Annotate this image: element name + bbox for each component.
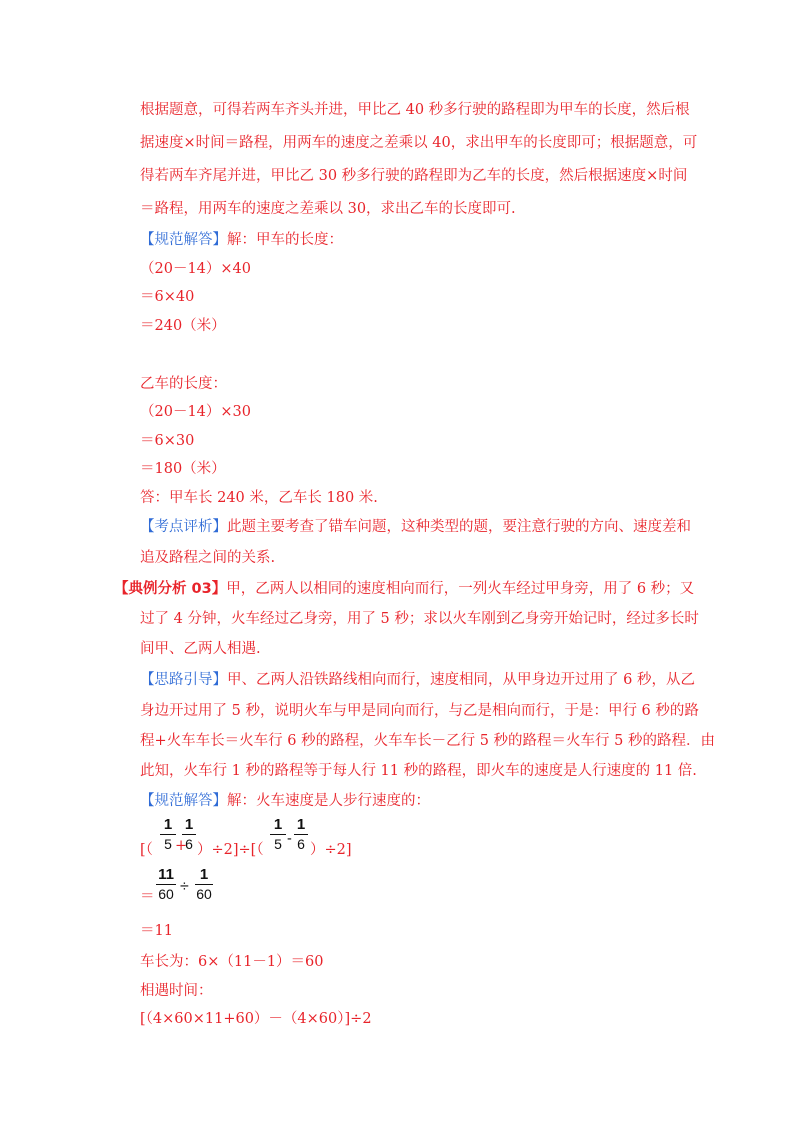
hint-text: 甲、乙两人沿铁路线相向而行，速度相同，从甲身边开过用了 6 秒，从乙 [227, 672, 695, 688]
divide-sign: ÷ [180, 878, 189, 895]
question-text: 甲，乙两人以相同的速度相向而行，一列火车经过甲身旁，用了 6 秒；又 [226, 581, 695, 597]
answer-statement: 答：甲车长 240 米，乙车长 180 米. [140, 490, 378, 506]
minus-sign: - [287, 831, 292, 847]
calc-line: （20－14）×30 [140, 404, 252, 420]
example-title-tag: 【典例分析 03】 [114, 581, 227, 597]
equals-sign: ＝ [140, 889, 155, 905]
fraction: 1 60 [196, 866, 212, 902]
fraction: 1 5 [270, 816, 286, 852]
answer-tag: 【规范解答】 [140, 793, 227, 809]
formula-mid: ）÷2]÷[（ [197, 842, 264, 858]
fraction: 1 6 [294, 816, 308, 852]
answer-intro: 解：甲车的长度： [227, 232, 343, 248]
calc-line: ＝6×30 [140, 433, 195, 449]
question-line: 间甲、乙两人相遇. [140, 641, 261, 657]
review-line-2: 追及路程之间的关系. [140, 550, 276, 566]
paragraph-line: ＝路程，用两车的速度之差乘以 30，求出乙车的长度即可. [140, 201, 516, 217]
hint-tag: 【思路引导】 [140, 672, 227, 688]
fraction: 1 5 [160, 816, 176, 852]
hint-line: 身边开过用了 5 秒，说明火车与甲是同向而行，与乙是相向而行，于是：甲行 6 秒的路 [140, 703, 699, 719]
question-line: 过了 4 分钟，火车经过乙身旁，用了 5 秒；求以火车刚到乙身旁开始记时，经过多长时 [140, 611, 699, 627]
calc-line: 相遇时间： [140, 983, 213, 999]
calc-line: ＝11 [140, 923, 173, 939]
answer-line [140, 228, 343, 249]
review-tag: 【考点评析】 [140, 519, 227, 535]
plus-sign: + [175, 838, 188, 854]
calc-line: [（4×60×11+60）－（4×60）]÷2 [140, 1011, 372, 1027]
hint-line [140, 668, 695, 689]
answer-tag: 【规范解答】 [140, 232, 227, 248]
paragraph-line: 根据题意，可得若两车齐头并进，甲比乙 40 秒多行驶的路程即为甲车的长度，然后根 [140, 102, 690, 118]
fraction: 1 6 [182, 816, 196, 852]
calc-line: ＝6×40 [140, 289, 195, 305]
paragraph-line: 据速度×时间＝路程，用两车的速度之差乘以 40，求出甲车的长度即可；根据题意，可 [140, 135, 698, 151]
paragraph-line: 得若两车齐尾并进，甲比乙 30 秒多行驶的路程即为乙车的长度，然后根据速度×时间 [140, 168, 688, 184]
review-text: 此题主要考查了错车问题，这种类型的题，要注意行驶的方向、速度差和 [227, 519, 691, 535]
review-line [140, 515, 691, 536]
hint-line: 此知，火车行 1 秒的路程等于每人行 11 秒的路程，即火车的速度是人行速度的 11 倍. [140, 763, 697, 779]
formula-close: ）÷2] [310, 842, 352, 858]
fraction: 11 60 [156, 866, 176, 902]
example-title-line [114, 577, 694, 598]
calc-line: 车长为：6×（11－1）＝60 [140, 954, 324, 970]
hint-line: 程+火车车长＝火车行 6 秒的路程，火车车长－乙行 5 秒的路程＝火车行 5 秒的路程．由 [140, 733, 715, 749]
calc-line: ＝180（米） [140, 461, 226, 477]
answer-line [140, 789, 430, 810]
answer-intro: 解：火车速度是人步行速度的： [227, 793, 430, 809]
formula-open: [（ [140, 842, 153, 858]
calc-line: 乙车的长度： [140, 376, 227, 392]
calc-line: （20－14）×40 [140, 261, 252, 277]
calc-line: ＝240（米） [140, 318, 226, 334]
